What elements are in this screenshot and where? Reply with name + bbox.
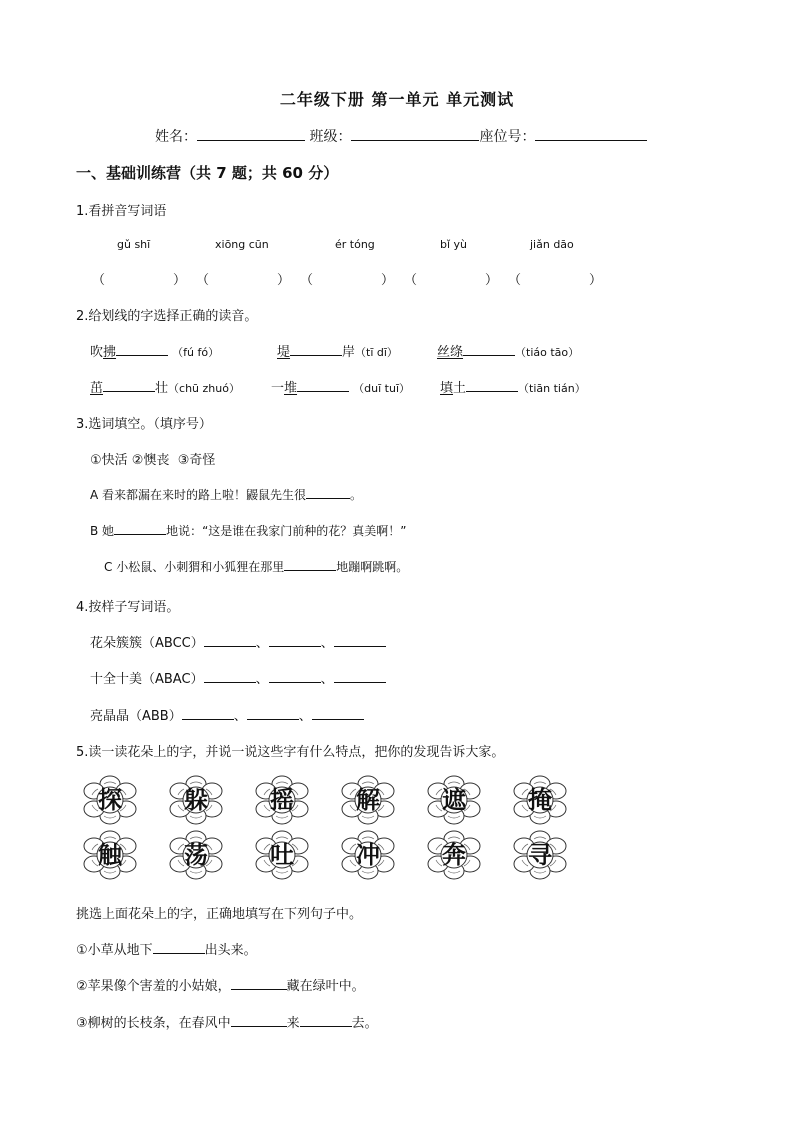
q3-blank-a[interactable] bbox=[306, 486, 350, 499]
class-blank[interactable] bbox=[351, 128, 479, 141]
q3-blank-b[interactable] bbox=[114, 522, 166, 535]
q2-blank-5[interactable] bbox=[297, 379, 349, 392]
q2-item-3 bbox=[437, 341, 579, 360]
q4-blank[interactable] bbox=[204, 670, 256, 683]
q4-row-2: 十全十美（ABAC） 、 、 bbox=[90, 668, 386, 687]
section-heading: 一、基础训练营（共 7 题；共 60 分） bbox=[76, 164, 339, 182]
q1-answer-box-1[interactable]: （ ） bbox=[92, 273, 187, 288]
page-title: 二年级下册 第一单元 单元测试 bbox=[279, 90, 515, 109]
q1-answer-box-3[interactable]: （ ） bbox=[300, 273, 395, 288]
flower-char: 遮 bbox=[426, 775, 482, 825]
flower-char: 掩 bbox=[512, 775, 568, 825]
q4-blank[interactable] bbox=[334, 670, 386, 683]
seat-blank[interactable] bbox=[535, 128, 647, 141]
q2-item-1: 吹拂 （fú fó） bbox=[90, 345, 220, 360]
q4-row-3: 亮晶晶（ABB） 、 、 bbox=[90, 705, 364, 724]
q4-blank[interactable] bbox=[334, 634, 386, 647]
q3-option-2: ②懊丧 bbox=[131, 453, 170, 468]
underlined-char: 填 bbox=[440, 381, 454, 396]
flower-char: 冲 bbox=[340, 830, 396, 880]
pinyin-options: （tiáo tāo） bbox=[515, 346, 580, 359]
flower-char: 探 bbox=[82, 775, 138, 825]
q3-sentence-a: A 看来都漏在来时的路上啦！鼹鼠先生很 。 bbox=[90, 488, 363, 502]
q2-blank-4[interactable] bbox=[103, 379, 155, 392]
pinyin-options: （tiān tián） bbox=[518, 382, 586, 395]
q1-title: 1.看拼音写词语 bbox=[76, 204, 167, 219]
q4-blank[interactable] bbox=[269, 634, 321, 647]
flower-char: 寻 bbox=[512, 830, 568, 880]
student-info-row bbox=[155, 126, 647, 146]
underlined-char: 堤 bbox=[277, 345, 291, 360]
seat-label: 座位号： bbox=[479, 129, 536, 145]
flower-char: 奔 bbox=[426, 830, 482, 880]
q2-blank-6[interactable] bbox=[466, 379, 518, 392]
q2-item-4: 茁 壮（chū zhuó） bbox=[90, 381, 240, 396]
underlined-char: 堆 bbox=[284, 381, 298, 396]
flower-char: 触 bbox=[82, 830, 138, 880]
q1-pinyin-1: gǔ shī bbox=[117, 238, 151, 251]
flower-char: 吐 bbox=[254, 830, 310, 880]
q3-blank-c[interactable] bbox=[284, 558, 336, 571]
q2-blank-1[interactable] bbox=[116, 343, 168, 356]
q3-options bbox=[90, 449, 215, 468]
q2-item-6: 填土 （tiān tián） bbox=[440, 381, 586, 396]
q4-blank[interactable] bbox=[247, 707, 299, 720]
class-label: 班级： bbox=[309, 129, 352, 145]
q5-instruction: 挑选上面花朵上的字，正确地填写在下列句子中。 bbox=[76, 907, 363, 922]
q5-sentence-3: ③柳树的长枝条，在春风中 来 去。 bbox=[76, 1016, 378, 1031]
q3-sentence-c: C 小松鼠、小刺猬和小狐狸在那里 地蹦啊跳啊。 bbox=[104, 560, 409, 574]
q1-pinyin-2: xiōng cūn bbox=[215, 238, 269, 251]
q3-title: 3.选词填空。（填序号） bbox=[76, 417, 212, 432]
q4-title: 4.按样子写词语。 bbox=[76, 600, 180, 615]
q1-pinyin-4: bǐ yù bbox=[440, 238, 468, 251]
flower-char: 摇 bbox=[254, 775, 310, 825]
flower-char: 荡 bbox=[168, 830, 224, 880]
q2-title: 2.给划线的字选择正确的读音。 bbox=[76, 309, 258, 324]
q4-blank[interactable] bbox=[182, 707, 234, 720]
q3-sentence-b: B 她 地说：“这是谁在我家门前种的花？真美啊！” bbox=[90, 524, 407, 538]
q2-item-2: 堤 岸（tī dī） bbox=[277, 345, 398, 360]
q5-blank-3a[interactable] bbox=[231, 1014, 287, 1027]
q5-blank-2[interactable] bbox=[231, 977, 287, 990]
q1-pinyin-3: ér tóng bbox=[335, 238, 375, 251]
q5-blank-3b[interactable] bbox=[300, 1014, 352, 1027]
pinyin-options: （chū zhuó） bbox=[168, 382, 240, 395]
underlined-char: 拂 bbox=[103, 345, 117, 360]
q1-answer-box-4[interactable]: （ ） bbox=[404, 273, 499, 288]
q3-option-3: ③奇怪 bbox=[177, 453, 216, 468]
pinyin-options: （duī tuī） bbox=[353, 382, 411, 395]
q2-blank-3[interactable] bbox=[463, 343, 515, 356]
q5-sentence-2: ②苹果像个害羞的小姑娘， 藏在绿叶中。 bbox=[76, 979, 365, 994]
q4-blank[interactable] bbox=[312, 707, 364, 720]
underlined-char: 茁 bbox=[90, 381, 104, 396]
q2-item-5: 一堆 （duī tuī） bbox=[271, 381, 411, 396]
flower-char: 躲 bbox=[168, 775, 224, 825]
q5-blank-1[interactable] bbox=[153, 941, 205, 954]
q2-blank-2[interactable] bbox=[290, 343, 342, 356]
q4-blank[interactable] bbox=[204, 634, 256, 647]
q1-answer-box-2[interactable]: （ ） bbox=[196, 273, 291, 288]
name-blank[interactable] bbox=[197, 128, 305, 141]
q5-title: 5.读一读花朵上的字，并说一说这些字有什么特点，把你的发现告诉大家。 bbox=[76, 745, 505, 760]
q4-row-1: 花朵簇簇（ABCC） 、 、 bbox=[90, 632, 386, 651]
q3-option-1: ①快活 bbox=[90, 453, 128, 468]
q5-sentence-1: ①小草从地下 出头来。 bbox=[76, 943, 257, 958]
name-label: 姓名： bbox=[155, 129, 197, 145]
flower-char: 解 bbox=[340, 775, 396, 825]
pinyin-options: （tī dī） bbox=[355, 346, 398, 359]
q4-blank[interactable] bbox=[269, 670, 321, 683]
q1-pinyin-5: jiǎn dāo bbox=[530, 238, 574, 251]
pinyin-options: （fú fó） bbox=[172, 346, 220, 359]
underlined-char: 丝绦 bbox=[437, 345, 464, 360]
q1-answer-box-5[interactable]: （ ） bbox=[508, 273, 603, 288]
